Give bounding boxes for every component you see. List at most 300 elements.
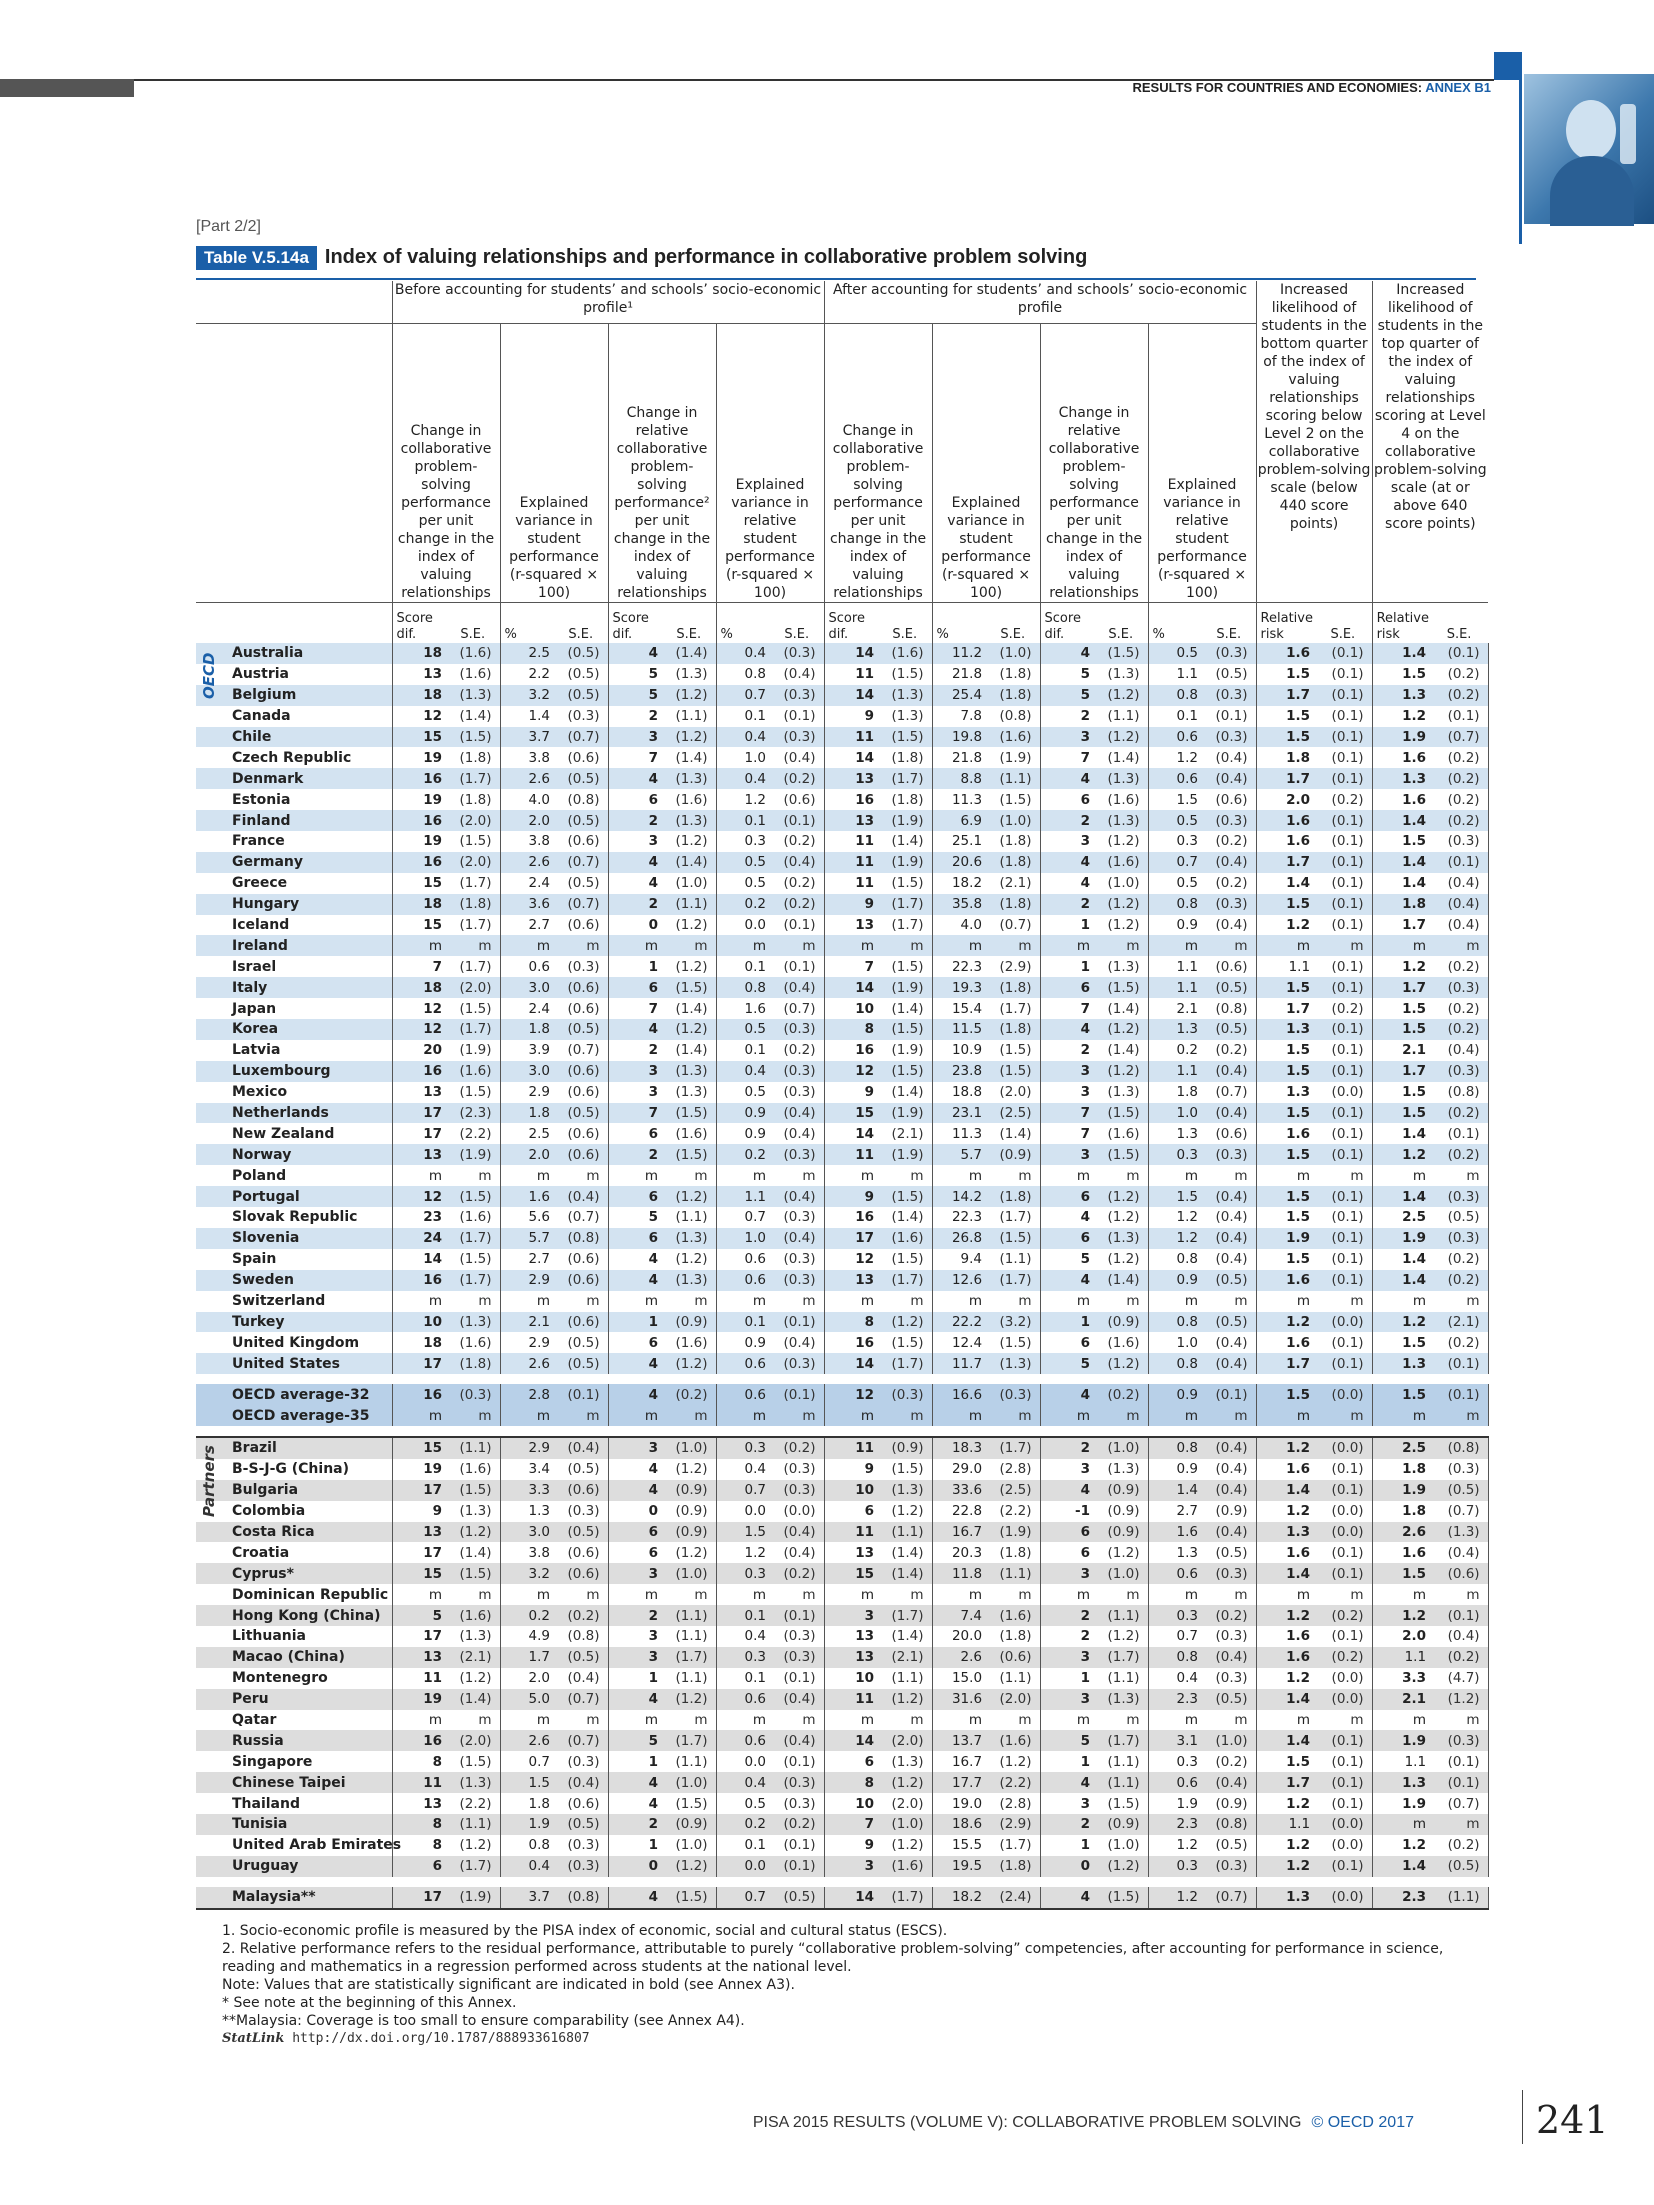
cell-se: (0.8) [554,1228,608,1249]
cell-estimate: 3 [608,1563,662,1584]
cell-se: (0.6) [554,1542,608,1563]
cell-se: (2.5) [986,1480,1040,1501]
cell-estimate: 11 [824,1437,878,1459]
cell-estimate: 3.8 [528,749,550,766]
cell-se: m [1202,1584,1256,1605]
cell-se: (1.1) [662,1668,716,1689]
cell-se: (1.0) [1094,1835,1148,1856]
cell-estimate: 4 [608,1689,662,1710]
cell-se: (0.5) [554,873,608,894]
table-row [196,1772,1488,1793]
cell-se: (0.2) [1314,998,1372,1019]
cell-estimate: 0.4 [1176,1670,1199,1687]
cell-se: (0.0) [1314,1384,1372,1405]
cell-estimate: 11.8 [932,1563,986,1584]
cell-estimate: 1.5 [1372,1384,1430,1405]
cell-se: (0.1) [1314,1563,1372,1584]
cell-se: (0.5) [1202,1019,1256,1040]
cell-estimate: 2.6 [500,768,554,789]
cell-se: (1.2) [986,1751,1040,1772]
cell-estimate: 16 [392,1061,446,1082]
cell-se: (0.2) [1202,1751,1256,1772]
cell-se: (0.2) [1430,685,1488,706]
cell-estimate: 1.2 [1286,1503,1311,1520]
cell-se: (1.8) [446,1353,500,1374]
cell-se: (0.1) [1430,643,1488,664]
cell-se: (0.1) [1430,1384,1488,1405]
table-row [196,1887,1488,1909]
cell-estimate: 11 [824,1689,878,1710]
cell-se: (0.6) [554,831,608,852]
cell-estimate: 16 [855,1042,875,1059]
running-header-text: RESULTS FOR COUNTRIES AND ECONOMIES: [1132,80,1423,95]
cell-se: (1.0) [1094,873,1148,894]
cell-estimate: 13 [824,768,878,789]
cell-se: (0.3) [554,1835,608,1856]
cell-estimate: 16.7 [951,1753,983,1770]
cell-estimate: 6 [864,1503,875,1520]
cell-se: (1.5) [1094,1103,1148,1124]
cell-estimate: 8 [824,1019,878,1040]
row-separator [196,1877,1488,1887]
cell-estimate: 2 [608,1144,662,1165]
cell-estimate: 9 [864,1837,875,1854]
cell-estimate: 4 [608,1887,662,1909]
cell-estimate: 1.7 [1372,977,1430,998]
country-name: OECD average-32 [196,1384,392,1405]
cell-se: (2.2) [446,1793,500,1814]
cell-se: (0.6) [770,789,824,810]
cell-estimate: 4 [1040,768,1094,789]
table-row [196,1270,1488,1291]
stub-header [196,281,392,324]
cell-se: (1.2) [662,1542,716,1563]
cell-estimate: 5 [608,685,662,706]
country-name: Turkey [196,1312,392,1333]
cell-estimate: 4 [648,1461,658,1478]
cell-estimate: 1.9 [1402,1795,1427,1812]
cell-se: (0.2) [1202,873,1256,894]
cell-estimate: 4 [608,768,662,789]
cell-estimate: m [1412,1167,1427,1184]
cell-se: (0.4) [1202,1459,1256,1480]
cell-se: (0.5) [554,1332,608,1353]
cell-se: (1.5) [878,1186,932,1207]
cell-estimate: 1.6 [1256,643,1314,664]
cell-estimate: 21.8 [951,666,983,683]
table-title: Index of valuing relationships and performance in collaborative problem solving [324,246,1088,268]
cell-se: (0.5) [554,1019,608,1040]
cell-estimate: 16.7 [932,1522,986,1543]
cell-se: (1.6) [446,643,500,664]
cell-estimate: m [428,1293,442,1310]
cell-estimate: 12 [824,1061,878,1082]
cell-estimate: 4 [1040,852,1094,873]
cell-se: (0.9) [1202,1501,1256,1522]
cell-se: (1.1) [662,1207,716,1228]
cell-se: (0.5) [554,1647,608,1668]
cell-se: (1.7) [1094,1730,1148,1751]
cell-estimate: 2 [1040,1437,1094,1459]
cell-se: (0.4) [1202,1353,1256,1374]
cell-estimate: 7 [864,958,875,975]
cell-estimate: m [1256,935,1314,956]
cell-estimate: 19 [423,833,442,850]
cell-estimate: 0.6 [716,1353,770,1374]
cell-se: (0.2) [1430,664,1488,685]
cell-se: (0.0) [1314,1887,1372,1909]
footnote-2: 2. Relative performance refers to the residual performance, attributable to purely “collaborative problem-solving” competencies, after accounting for performance in science, reading and mathematics in a regression performed across students at the national level. [222,1941,1444,1975]
cell-se: (3.2) [986,1312,1040,1333]
cell-se: (0.1) [1430,1751,1488,1772]
cell-se: (1.1) [662,1751,716,1772]
cell-se: (0.4) [770,1186,824,1207]
cell-estimate: 4 [608,1019,662,1040]
cell-estimate: 0.1 [744,1670,766,1687]
cell-se: (1.8) [986,685,1040,706]
cell-estimate: 5 [1040,685,1094,706]
cell-estimate: 4 [1040,1019,1094,1040]
cell-estimate: 2 [1080,708,1091,725]
cell-se: (1.6) [446,1459,500,1480]
cell-estimate: 3 [608,1647,662,1668]
cell-se: (1.9) [878,852,932,873]
cell-estimate: 0.5 [716,1019,770,1040]
cell-estimate: m [644,1586,658,1603]
cell-estimate: 3.3 [1402,1670,1427,1687]
cell-estimate: 4 [608,1480,662,1501]
cell-estimate: 15.5 [951,1837,983,1854]
cell-se: (0.5) [554,1103,608,1124]
cell-se: (1.2) [1094,1626,1148,1647]
cell-se: (0.5) [554,768,608,789]
cell-estimate: 2.6 [500,1730,554,1751]
country-name: New Zealand [196,1123,392,1144]
cell-estimate: 5 [1040,1353,1094,1374]
cell-estimate: m [392,1405,446,1426]
cell-se: (0.1) [1314,1332,1372,1353]
cell-estimate: m [752,1711,766,1728]
cell-estimate: 15.0 [951,1670,983,1687]
cell-estimate: 14 [824,977,878,998]
cell-estimate: 11 [824,1522,878,1543]
cell-se: (0.0) [1314,1835,1372,1856]
cell-se: (1.2) [446,1835,500,1856]
cell-se: (0.6) [554,1061,608,1082]
cell-estimate: 11 [855,875,875,892]
footer-text: PISA 2015 RESULTS (VOLUME V): COLLABORATIVE PROBLEM SOLVING [752,2114,1302,2131]
cell-se: (1.9) [878,1040,932,1061]
cell-se: (0.4) [1202,1332,1256,1353]
country-name: Denmark [196,768,392,789]
cell-se: (1.2) [1094,1186,1148,1207]
cell-estimate: 17 [423,1125,442,1142]
cell-se: (0.3) [1430,1228,1488,1249]
cell-se: (1.6) [1094,1123,1148,1144]
cell-estimate: 3 [824,1856,878,1877]
cell-estimate: 16 [392,1270,446,1291]
cell-estimate: m [1148,1405,1202,1426]
cell-estimate: 11 [855,833,875,850]
cell-estimate: 1.7 [1256,1353,1314,1374]
cell-estimate: 0.7 [744,1209,766,1226]
cell-se: (1.5) [662,1144,716,1165]
cell-estimate: 0.4 [716,1061,770,1082]
cell-se: (0.6) [554,1144,608,1165]
cell-estimate: 16 [392,810,446,831]
cell-estimate: 1.7 [1402,917,1427,934]
cell-estimate: m [968,1711,983,1728]
table-row [196,1668,1488,1689]
country-name: Russia [196,1730,392,1751]
cell-se: (0.3) [770,643,824,664]
cell-se: (1.7) [878,768,932,789]
country-name: Austria [196,664,392,685]
country-name: Qatar [196,1710,392,1731]
cell-se: (1.4) [1094,1040,1148,1061]
cell-estimate: m [932,935,986,956]
cell-se: (0.1) [1430,706,1488,727]
cell-se: (1.1) [986,1563,1040,1584]
cell-se: (0.9) [1094,1522,1148,1543]
cell-se: (1.1) [986,1668,1040,1689]
cell-estimate: 0.6 [716,1730,770,1751]
cell-se: (0.1) [1314,1626,1372,1647]
cell-se: (1.2) [878,1689,932,1710]
cell-estimate: m [1296,1711,1311,1728]
cell-estimate: 6 [608,1228,662,1249]
cell-estimate: 0.6 [1148,768,1202,789]
page-footer [753,2114,1414,2132]
cell-estimate: 11 [423,1670,442,1687]
col-header-10: Increased likelihood of students in the top quarter of the index of valuing relationships scoring at Level 4 on the collaborative problem-solving scale (at or above 640 score points) [1372,281,1488,603]
cell-se: (1.7) [986,1270,1040,1291]
cell-estimate: 0.5 [744,875,766,892]
cell-se: (1.3) [1094,1689,1148,1710]
cell-se: (1.3) [1094,768,1148,789]
cell-se: (0.5) [1202,1689,1256,1710]
cell-se: (0.4) [1202,1103,1256,1124]
cell-se: (0.3) [1430,1730,1488,1751]
cell-estimate: 1 [1040,1312,1094,1333]
cell-estimate: 11.5 [932,1019,986,1040]
cell-se: (1.4) [446,706,500,727]
statlink-url[interactable]: http://dx.doi.org/10.1787/888933616807 [292,2031,590,2046]
cell-se: (1.7) [878,915,932,936]
cell-se: (1.3) [878,1751,932,1772]
cell-estimate: 0.6 [716,1384,770,1405]
cell-se: (0.2) [1430,768,1488,789]
cell-estimate: 1.2 [1256,1856,1314,1877]
cell-estimate: 17 [423,1628,442,1645]
cell-estimate: 12 [855,1251,875,1268]
cell-estimate: 3 [1080,1461,1091,1478]
cell-estimate: 7.8 [960,708,983,725]
cell-se: (2.4) [986,1887,1040,1909]
cell-se: (1.4) [1094,998,1148,1019]
cell-se: (1.8) [986,1186,1040,1207]
unit-label: Score dif. [824,603,878,644]
cell-se: (0.2) [1430,747,1488,768]
country-name: Czech Republic [196,747,392,768]
cell-estimate: 2 [1040,1605,1094,1626]
cell-estimate: 13.7 [932,1730,986,1751]
se-label: S.E. [770,603,824,644]
cell-se: (2.8) [986,1793,1040,1814]
cell-estimate: 33.6 [932,1480,986,1501]
cell-estimate: 0.8 [744,666,766,683]
cell-estimate: 18 [392,643,446,664]
cell-se: m [1094,1584,1148,1605]
cell-se: m [1094,1291,1148,1312]
cell-se: (0.1) [1314,1459,1372,1480]
cell-se: (0.4) [554,1668,608,1689]
cell-estimate: 0.3 [1176,833,1199,850]
cell-estimate: 23 [423,1209,442,1226]
table-row [196,1332,1488,1353]
cell-estimate: 14 [824,1730,878,1751]
cell-se: (0.3) [1202,1144,1256,1165]
cell-estimate: m [860,1586,875,1603]
cell-estimate: 9 [824,1186,878,1207]
cell-estimate: 4 [1040,1270,1094,1291]
cell-se: (1.5) [1094,1793,1148,1814]
cell-se: (0.1) [1314,1061,1372,1082]
cell-estimate: 9 [824,894,878,915]
cell-se: (1.2) [878,1835,932,1856]
cell-estimate: 11 [392,1772,446,1793]
cell-se: (1.1) [662,1626,716,1647]
cell-estimate: 13 [423,1795,442,1812]
cell-se: (1.4) [662,852,716,873]
footnote-3: Note: Values that are statistically significant are indicated in bold (see Annex A3). [222,1977,795,1993]
cell-se: m [1094,1710,1148,1731]
cell-estimate: 0.6 [528,958,550,975]
cell-se: (1.1) [986,768,1040,789]
unit-label: % [500,603,554,644]
cell-estimate: 1.5 [1286,1251,1311,1268]
cell-se: m [446,1405,500,1426]
country-name: Germany [196,852,392,873]
cell-estimate: 4 [608,1772,662,1793]
cell-estimate: 1.2 [1372,1605,1430,1626]
cell-se: (1.8) [878,747,932,768]
cell-estimate: 1.5 [1148,1186,1202,1207]
cell-estimate: 1.7 [1372,1061,1430,1082]
cell-estimate: 1.2 [1372,1144,1430,1165]
cell-se: (0.6) [986,1647,1040,1668]
country-name: Norway [196,1144,392,1165]
cell-se: (0.4) [770,1332,824,1353]
cell-se: m [1430,1584,1488,1605]
cell-se: (0.1) [1314,685,1372,706]
cell-estimate: 16 [855,791,875,808]
cell-estimate: 4 [608,1353,662,1374]
country-name: Ireland [196,935,392,956]
country-name: Thailand [196,1793,392,1814]
cell-estimate: 15 [392,1437,446,1459]
cell-estimate: 1.8 [1286,749,1311,766]
cell-estimate: 0.8 [716,977,770,998]
cell-se: m [1314,1405,1372,1426]
cell-estimate: 3.3 [500,1480,554,1501]
cell-se: (1.4) [662,1040,716,1061]
cell-estimate: 1.9 [1176,1795,1199,1812]
cell-estimate: 15 [392,727,446,748]
table-row [196,1689,1488,1710]
cell-estimate: 6 [648,791,658,808]
cell-se: (1.7) [986,998,1040,1019]
cell-estimate: 15 [423,875,442,892]
cell-se: (0.1) [770,1835,824,1856]
cell-se: m [446,935,500,956]
cell-se: (0.9) [878,1437,932,1459]
cell-estimate: 0.4 [500,1856,554,1877]
cell-estimate: 13 [824,1270,878,1291]
cell-se: (1.9) [446,1144,500,1165]
cell-estimate: 6 [864,1753,875,1770]
cell-se: (0.1) [1314,1793,1372,1814]
cell-estimate: 0.5 [1148,810,1202,831]
cell-estimate: 2.1 [500,1312,554,1333]
cell-se: (0.4) [770,664,824,685]
cell-se: (1.6) [878,1228,932,1249]
cell-estimate: 1.6 [1286,1334,1311,1351]
cell-estimate: 0.3 [744,833,766,850]
cell-estimate: 1.3 [1372,1772,1430,1793]
cell-estimate: m [824,1405,878,1426]
cell-estimate: 2.2 [528,666,550,683]
cell-se: (1.3) [1094,664,1148,685]
cell-estimate: 1.5 [1286,1042,1311,1059]
cell-se: (1.1) [1094,706,1148,727]
cell-se: (1.6) [446,1332,500,1353]
cell-se: (1.5) [446,831,500,852]
country-name: Luxembourg [196,1061,392,1082]
cell-se: (0.5) [1430,1207,1488,1228]
cell-se: (1.5) [446,1186,500,1207]
cell-se: (1.0) [986,810,1040,831]
cell-se: (0.1) [770,915,824,936]
cell-se: (0.4) [1202,1186,1256,1207]
cell-se: (2.0) [446,810,500,831]
country-name: Montenegro [196,1668,392,1689]
cell-se: (1.2) [662,1459,716,1480]
cell-se: (0.2) [770,1814,824,1835]
cell-estimate: 1 [1080,1670,1091,1687]
cell-se: (0.9) [1094,1814,1148,1835]
cell-estimate: m [428,1586,442,1603]
cell-se: (1.6) [446,664,500,685]
cell-estimate: 19.5 [932,1856,986,1877]
data-table [196,281,1489,1910]
blue-square [1494,52,1522,80]
cell-estimate: 31.6 [932,1689,986,1710]
cell-estimate: 13 [392,1522,446,1543]
cell-estimate: 16 [855,1209,875,1226]
cell-estimate: 0.4 [716,727,770,748]
cell-estimate: 20.6 [932,852,986,873]
cell-se: (1.2) [1094,1061,1148,1082]
group-before: Before accounting for students’ and schools’ socio-economic profile¹ [392,281,824,324]
cell-se: (1.7) [446,1270,500,1291]
cell-estimate: 0.9 [744,1125,766,1142]
side-label-partners: Partners [200,1445,218,1517]
col-header-5: Change in collaborative problem-solving performance per unit change in the index of valuing relationships [824,324,932,603]
cell-estimate: 16 [392,1730,446,1751]
cell-se: (0.3) [770,1249,824,1270]
country-name: Singapore [196,1751,392,1772]
